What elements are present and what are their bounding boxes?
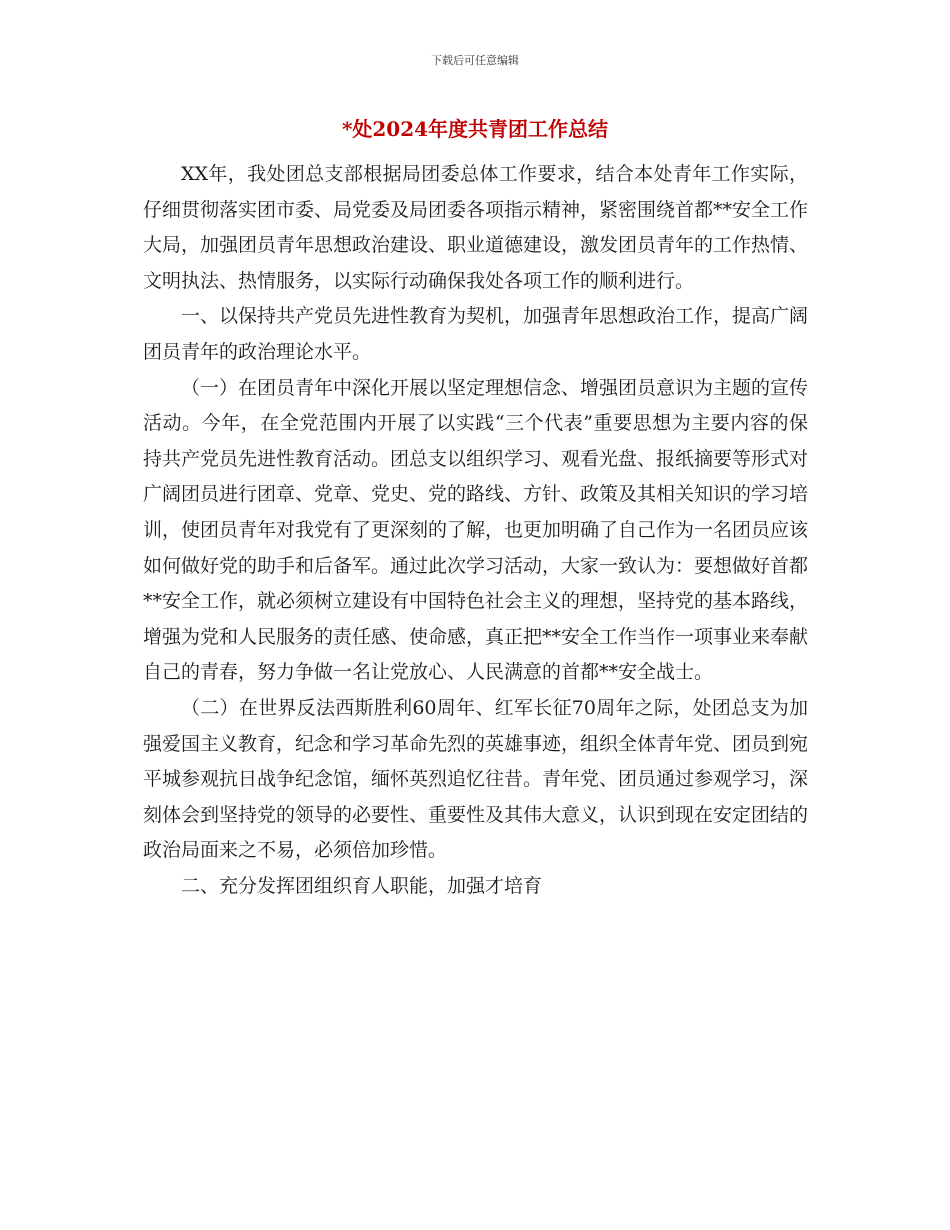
section-heading-2: 二、充分发挥团组织育人职能，加强才培育: [181, 874, 543, 897]
paragraph-subsection-1: （一）在团员青年中深化开展以坚定理想信念、增强团员意识为主题的宣传活动。今年，在全党范围内开展了以实践“三个代表”重要思想为主要内容的保持共产党员先进性教育活动。团总支以组织学习、观看光盘、报纸摘要等形式对广阔团员进行团章、党章、党史、党的路线、方针、政策及其相关知识的学习培训，使团员青年对我党有了更深刻的了解，也更加明确了自己作为一名团员应该如何做好党的助手和后备军。通过此次学习活动，大家一致认为：要想做好首都**安全工作，就必须树立建设有中国特色社会主义的理想，坚持党的基本路线，增强为党和人民服务的责任感、使命感，真正把**安全工作当作一项事业来奉献自己的青春，努力争做一名让党放心、人民满意的首都**安全战士。: [143, 376, 809, 684]
paragraph-subsection-2: （二）在世界反法西斯胜利60周年、红军长征70周年之际，处团总支为加强爱国主义教育，纪念和学习革命先烈的英雄事迹，组织全体青年党、团员到宛平城参观抗日战争纪念馆，缅怀英烈追忆往昔。青年党、团员通过参观学习，深刻体会到坚持党的领导的必要性、重要性及其伟大意义，认识到现在安定团结的政治局面来之不易，必须倍加珍惜。: [143, 696, 809, 862]
document-title: *处2024年度共青团工作总结: [341, 117, 609, 141]
paragraph-intro: XX年，我处团总支部根据局团委总体工作要求，结合本处青年工作实际，仔细贯彻落实团市委、局党委及局团委各项指示精神，紧密围绕首都**安全工作大局，加强团员青年思想政治建设、职业道德建设，激发团员青年的工作热情、文明执法、热情服务，以实际行动确保我处各项工作的顺利进行。: [143, 163, 809, 292]
document-body: [143, 157, 808, 904]
header-note: 下载后可任意编辑: [431, 54, 519, 67]
section-heading-1: 一、以保持共产党员先进性教育为契机，加强青年思想政治工作，提高广阔团员青年的政治理论水平。: [143, 305, 809, 363]
